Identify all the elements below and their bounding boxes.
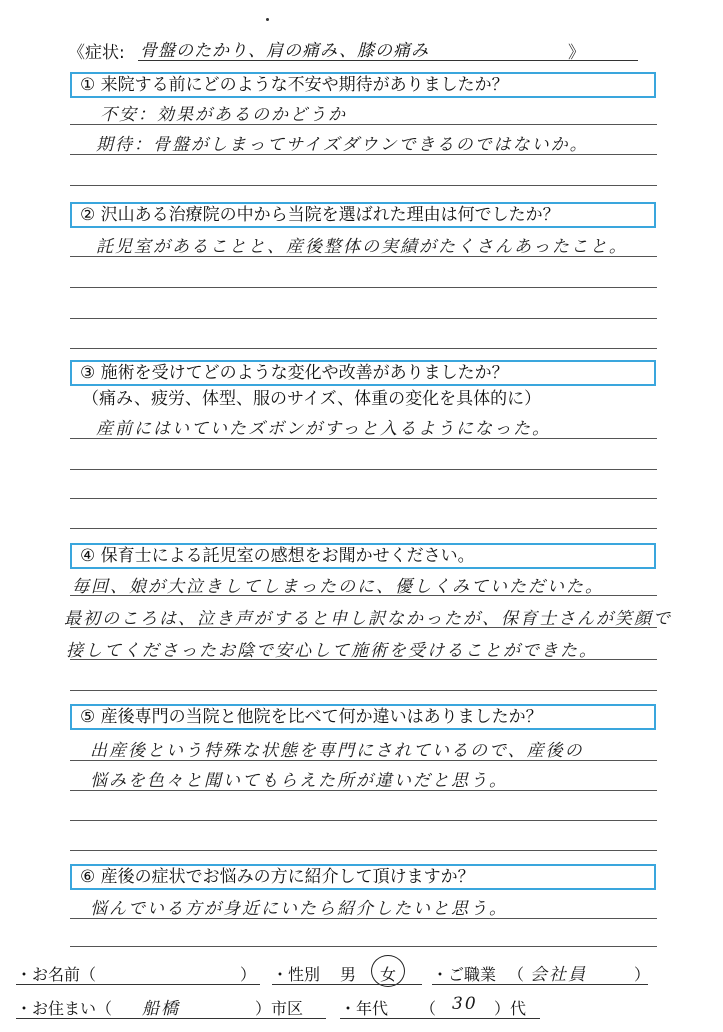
- answer-3-line-1: 産前にはいていたズボンがすっと入るようになった。: [96, 419, 551, 439]
- answer-rule: [70, 498, 657, 499]
- job-close: ）: [634, 965, 651, 984]
- question-6: ⑥ 産後の症状でお悩みの方に紹介して頂けますか？: [70, 864, 656, 890]
- stray-dot: [266, 18, 269, 21]
- name-close: ）: [240, 965, 257, 984]
- answer-4-line-1: 毎回、娘が大泣きしてしまったのに、優しくみていただいた。: [72, 577, 604, 597]
- answer-rule: [70, 154, 657, 155]
- gender-label: ・性別: [272, 965, 321, 984]
- name-label: ・お名前（: [16, 965, 97, 984]
- job-open: （: [508, 965, 525, 984]
- gender-female: 女: [380, 965, 397, 984]
- symptom-underline: [138, 60, 638, 61]
- address-value: 船橋: [142, 999, 180, 1019]
- question-5: ⑤ 産後専門の当院と他院を比べて何か違いはありましたか？: [70, 704, 656, 730]
- answer-2-line-1: 託児室があることと、産後整体の実績がたくさんあったこと。: [96, 237, 628, 257]
- address-underline: [16, 1018, 326, 1019]
- answer-rule: [70, 918, 657, 919]
- name-underline: [16, 984, 260, 985]
- address-close: ）市区: [255, 999, 304, 1018]
- age-underline: [340, 1018, 540, 1019]
- question-2: ② 沢山ある治療院の中から当院を選ばれた理由は何でしたか？: [70, 202, 656, 228]
- answer-4-line-3: 接してくださったお陰で安心して施術を受けることができた。: [66, 641, 598, 661]
- answer-rule: [70, 790, 657, 791]
- answer-rule: [70, 318, 657, 319]
- answer-4-line-2: 最初のころは、泣き声がすると申し訳なかったが、保育士さんが笑顔で: [64, 609, 672, 629]
- answer-5-line-2: 悩みを色々と聞いてもらえた所が違いだと思う。: [90, 771, 508, 791]
- answer-rule: [70, 124, 657, 125]
- answer-rule: [70, 659, 657, 660]
- answer-rule: [70, 287, 657, 288]
- age-close: ）代: [494, 999, 527, 1018]
- symptom-close: 》: [568, 43, 585, 63]
- answer-1-line-2: 期待：骨盤がしまってサイズダウンできるのではないか。: [96, 135, 589, 155]
- answer-rule: [70, 469, 657, 470]
- answer-rule: [70, 760, 657, 761]
- job-value: 会社員: [530, 965, 587, 985]
- address-label: ・お住まい（: [16, 999, 113, 1018]
- gender-underline: [272, 984, 422, 985]
- symptom-row: [68, 36, 588, 62]
- answer-rule: [70, 820, 657, 821]
- job-underline: [432, 984, 648, 985]
- answer-rule: [70, 946, 657, 947]
- symptom-label: 《症状:: [68, 43, 125, 63]
- question-3: ③ 施術を受けてどのような変化や改善がありましたか？: [70, 360, 656, 386]
- symptom-value: 骨盤のたかり、肩の痛み、膝の痛み: [140, 41, 430, 61]
- job-label: ・ご職業: [432, 965, 497, 984]
- answer-5-line-1: 出産後という特殊な状態を専門にされているので、産後の: [90, 741, 584, 761]
- answer-rule: [70, 256, 657, 257]
- answer-rule: [70, 438, 657, 439]
- answer-rule: [70, 528, 657, 529]
- answer-rule: [70, 850, 657, 851]
- answer-rule: [70, 348, 657, 349]
- answer-6-line-1: 悩んでいる方が身近にいたら紹介したいと思う。: [90, 899, 508, 919]
- question-1: ① 来院する前にどのような不安や期待がありましたか？: [70, 72, 656, 98]
- gender-male: 男: [340, 965, 357, 984]
- answer-1-line-1: 不安：効果があるのかどうか: [100, 105, 347, 125]
- answer-rule: [70, 595, 657, 596]
- age-label: ・年代: [340, 999, 389, 1018]
- question-3-sub: （痛み、疲労、体型、服のサイズ、体重の変化を具体的に）: [82, 389, 542, 409]
- answer-rule: [70, 185, 657, 186]
- answer-rule: [70, 690, 657, 691]
- age-open: （: [420, 999, 437, 1018]
- age-value: 30: [452, 994, 478, 1014]
- question-4: ④ 保育士による託児室の感想をお聞かせください。: [70, 543, 656, 569]
- answer-rule: [70, 627, 657, 628]
